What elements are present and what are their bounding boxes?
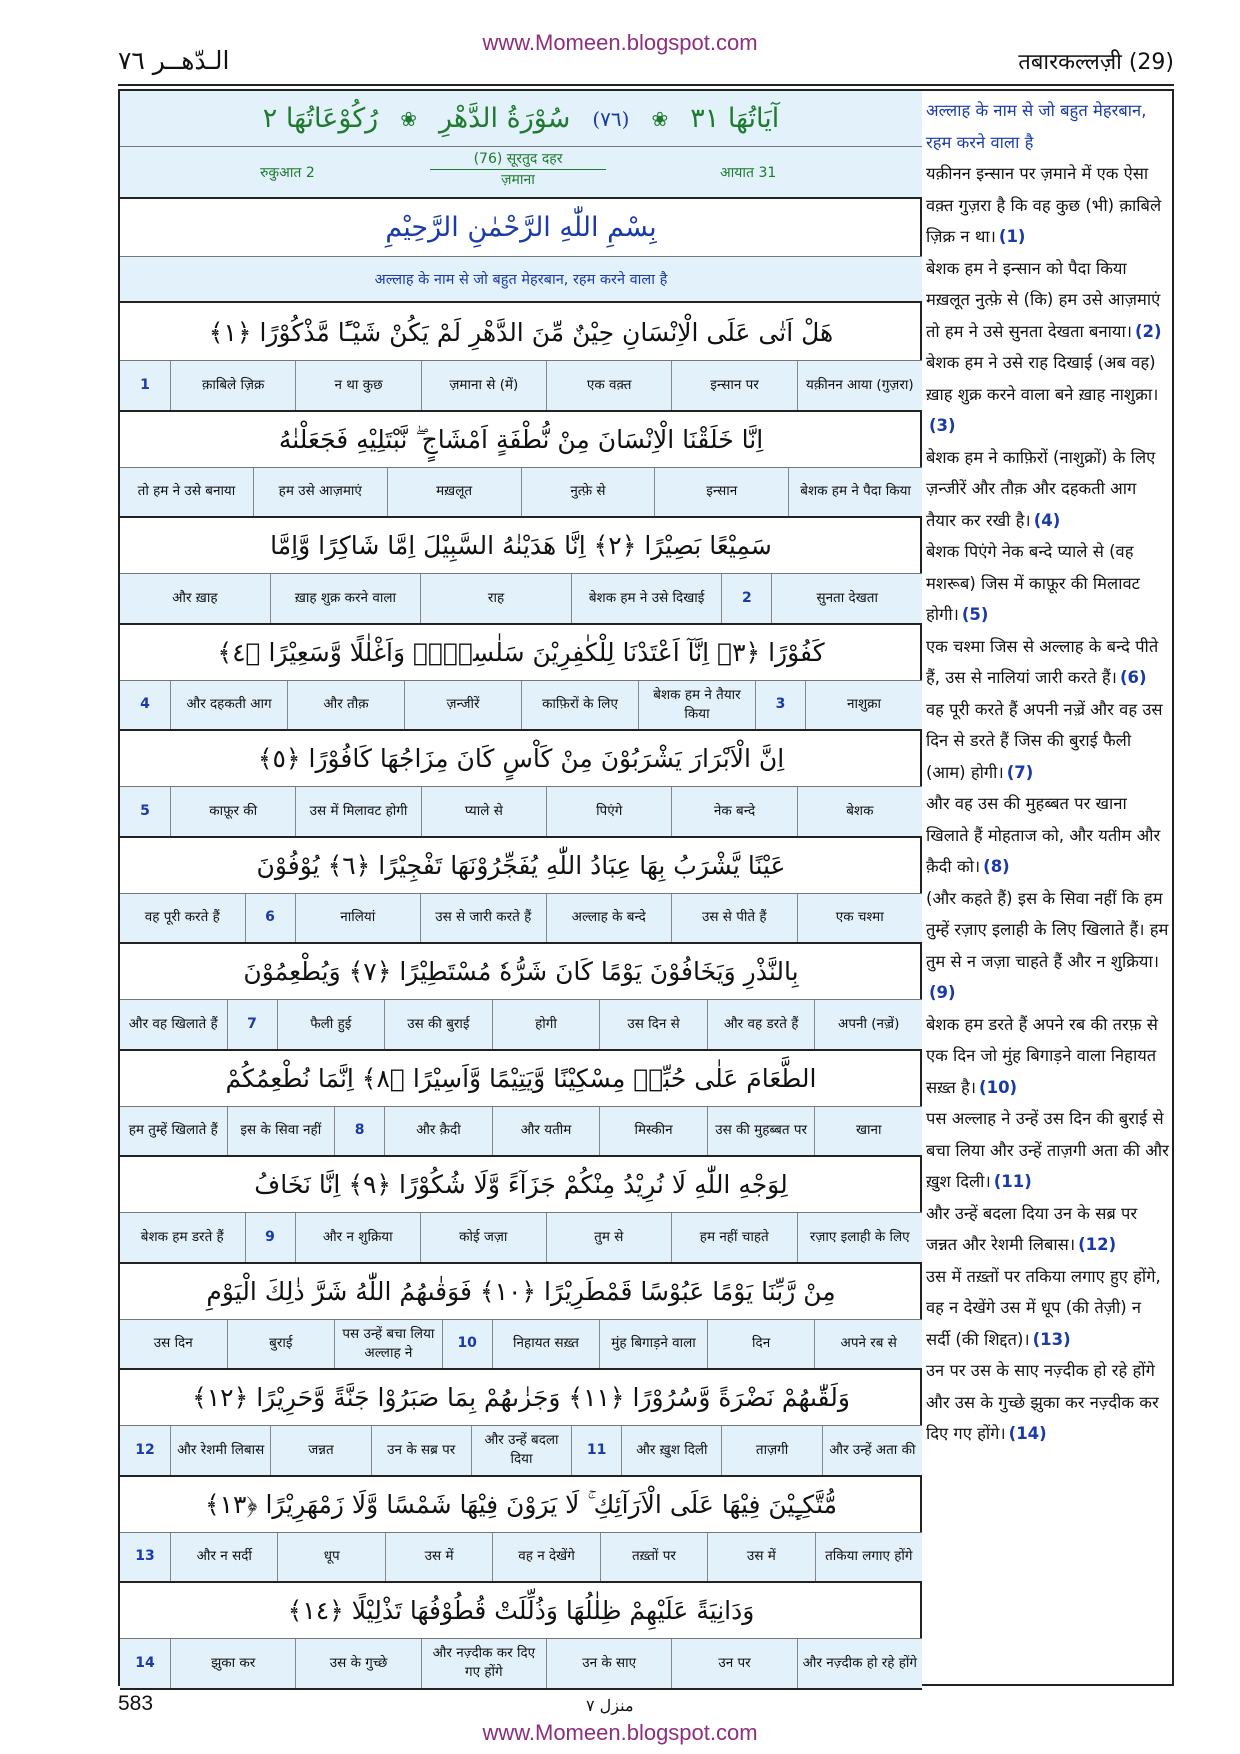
word-meaning-cell: और ख़ुश दिली [621,1426,721,1475]
surah-name-hindi-line1: (76) सूरतुद दहर [430,149,606,170]
word-meaning-cell: मख़लूत [387,468,521,517]
side-verse-text: बेशक हम ने इन्सान को पैदा किया मख़लूत नुत्फ़े से (कि) हम उसे आज़माएं तो हम ने उसे सुनता देखता बनाया। [926,258,1161,341]
word-meaning-cell: उस से पीते हैं [671,894,797,943]
side-verse-number: (11) [993,1172,1032,1191]
word-meaning-cell: धूप [277,1533,384,1582]
word-meaning-cell: उस की मुहब्बत पर [707,1107,815,1156]
side-verse-text: पस अल्लाह ने उन्हें उस दिन की बुराई से बचा लिया और उन्हें ताज़गी अता की और ख़ुश दिली। [926,1109,1169,1191]
side-verse-translation [926,158,1170,253]
side-verse-number: (4) [1033,510,1061,530]
word-gloss-row [120,681,922,732]
verse-number-cell: 1 [140,376,150,393]
word-meaning-cell: नुत्फ़े से [521,468,655,517]
word-meaning-cell: उन के साए [546,1639,671,1688]
word-meaning-cell: सुनता देखता [771,574,922,623]
ruku-count-arabic: رُكُوْعَاتُهَا ٢ [262,103,379,134]
arabic-verse-line: لِوَجْهِ اللّٰهِ لَا نُرِيْدُ مِنْكُمْ جَزَآءً وَّلَا شُكُوْرًا ﴿٩﴾ اِنَّا نَخَافُ [120,1157,922,1213]
side-verse-text: वह पूरी करते हैं अपनी नज़्रें और वह उस दिन से डरते हैं जिस की बुराई फैली (आम) होगी। [926,699,1163,782]
side-verse-translation [926,1009,1170,1104]
verse-number-cell: 6 [245,894,295,943]
word-meaning-cell: राह [420,574,571,623]
word-meaning-cell: नाशुक्रा [805,681,922,730]
word-meaning-cell: क़ाबिले ज़िक्र [170,361,295,410]
word-meaning-cell: प्याले से [421,787,546,836]
word-gloss-row [120,468,922,519]
word-meaning-cell: हम तुम्हें खिलाते हैं [128,1122,218,1139]
manzil-label: منزل ٧ [586,1696,634,1715]
word-meaning-cell: और नज़्दीक हो रहे होंगे [797,1639,922,1688]
word-meaning-cell: उन के सब्र पर [371,1426,471,1475]
word-meaning-cell: ख़ाह शुक्र करने वाला [270,574,421,623]
word-meaning-cell: और उन्हें बदला दिया [471,1426,571,1475]
arabic-verse-line: الطَّعَامَ عَلٰى حُبِّهٖ مِسْكِيْنًا وَّيَتِيْمًا وَّاَسِيْرًا ﴿٨﴾ اِنَّمَا نُطْعِمُكُمْ [120,1051,922,1107]
word-meaning-cell: काफ़िरों के लिए [521,681,638,730]
para-header-hindi: तबारकल्लज़ी (29) [1018,50,1174,75]
side-verse-translation [926,1198,1170,1261]
word-gloss-row [120,1107,922,1158]
flower-icon: ❀ [651,106,669,131]
word-gloss-row [120,361,922,412]
header-rule [118,84,1174,86]
surah-title-bar [120,91,922,147]
word-meaning-cell: खाना [814,1107,922,1156]
side-verse-text: बेशक हम डरते हैं अपने रब की तरफ़ से एक दिन जो मुंह बिगाड़ने वाला निहायत सख़्त है। [926,1014,1158,1097]
side-verse-translation [926,631,1170,694]
side-verses [926,158,1170,1450]
side-verse-number: (14) [1008,1424,1047,1443]
word-gloss-row [120,894,922,945]
verse-number-cell: 11 [571,1426,621,1475]
page-frame [118,89,1174,1686]
word-meaning-cell: हम नहीं चाहते [671,1213,797,1262]
word-gloss-row [120,1000,922,1051]
word-meaning-cell: उस में मिलावट होगी [295,787,420,836]
verse-number-cell: 4 [140,696,150,713]
arabic-verse-line: مُّتَّكِـِٕيْنَ فِيْهَا عَلَى الْاَرَآئِكِ ۚ لَا يَرَوْنَ فِيْهَا شَمْسًا وَّلَا زَمْهَرِيْرًا ﴿١٣﴾ [120,1477,922,1533]
word-meaning-cell: बेशक हम ने उसे दिखाई [571,574,722,623]
arabic-verse-line: هَلْ اَتٰى عَلَى الْاِنْسَانِ حِيْنٌ مِّنَ الدَّهْرِ لَمْ يَكُنْ شَيْـًٔا مَّذْكُوْرًا ﴿١﴾ [120,305,922,361]
word-meaning-cell: इस के सिवा नहीं [227,1107,335,1156]
side-opening: अल्लाह के नाम से जो बहुत मेहरबान, रहम करने वाला है [926,101,1147,152]
arabic-verse-line: وَدَانِيَةً عَلَيْهِمْ ظِلٰلُهَا وَذُلِّلَتْ قُطُوْفُهَا تَذْلِيْلًا ﴿١٤﴾ [120,1583,922,1639]
word-meaning-cell: अल्लाह के बन्दे [546,894,672,943]
side-verse-translation [926,347,1170,442]
surah-name-hindi [430,149,606,190]
word-meaning-cell: ज़न्जीरें [404,681,521,730]
word-meaning-cell: और उन्हें अता की [822,1426,922,1475]
side-verse-text: यक़ीनन इन्सान पर ज़माने में एक ऐसा वक़्त गुज़रा है कि वह कुछ (भी) क़ाबिले ज़िक्र न था। [926,164,1162,246]
word-meaning-cell: और रेशमी लिबास [170,1426,270,1475]
surah-name-hindi-line2: ज़माना [501,172,535,188]
word-meaning-cell: उस के गुच्छे [295,1639,420,1688]
word-gloss-row [120,574,922,625]
surah-info-bar [120,147,922,199]
word-meaning-cell: काफ़ूर की [170,787,295,836]
verse-number-cell: 12 [135,1441,155,1458]
ayat-count-arabic: آيَاتُهَا ٣١ [690,103,780,134]
word-meaning-cell: फैली हुई [277,1000,385,1049]
word-meaning-cell: वह पूरी करते हैं [144,909,220,926]
side-verse-number: (13) [1032,1329,1071,1349]
word-meaning-cell: तुम से [546,1213,672,1262]
word-meaning-cell: और न सर्दी [170,1533,277,1582]
flower-icon: ❀ [400,106,417,131]
word-meaning-cell: पिएंगे [546,787,671,836]
side-verse-translation [926,253,1170,348]
word-meaning-cell: ज़माना से (में) [421,361,546,410]
word-gloss-row [120,1426,922,1477]
side-verse-text: उन पर उस के साए नज़्दीक हो रहे होंगे और उस के गुच्छे झुका कर नज़्दीक कर दिए गए होंगे। [926,1361,1159,1443]
side-verse-translation [926,1355,1170,1450]
verse-number-cell: 8 [334,1107,384,1156]
word-meaning-cell: रज़ाए इलाही के लिए [797,1213,923,1262]
word-meaning-cell: पस उन्हें बचा लिया अल्लाह ने [334,1320,442,1369]
side-verse-number: (12) [1078,1235,1117,1254]
word-meaning-cell: इन्सान पर [671,361,796,410]
word-meaning-cell: होगी [492,1000,600,1049]
word-meaning-cell: बेशक [797,787,922,836]
verse-number-cell: 14 [135,1654,155,1671]
word-meaning-cell: उस दिन से [599,1000,707,1049]
word-meaning-cell: जन्नत [270,1426,370,1475]
side-verse-number: (10) [979,1077,1018,1097]
word-gloss-row [120,1320,922,1371]
verse-number-cell: 13 [135,1548,155,1565]
arabic-verse-line: سَمِيْعًا بَصِيْرًا ﴿٢﴾ اِنَّا هَدَيْنٰهُ السَّبِيْلَ اِمَّا شَاكِرًا وَّاِمَّا [120,518,922,574]
word-meaning-cell: और यतीम [492,1107,600,1156]
verse-number-cell: 9 [245,1213,295,1262]
bismillah-translation: अल्लाह के नाम से जो बहुत मेहरबान, रहम करने वाला है [120,257,922,303]
side-verse-translation [926,694,1170,789]
side-verse-translation [926,1103,1170,1198]
side-verse-translation [926,536,1170,631]
page-number: 583 [118,1692,154,1715]
side-verse-text: बेशक पिएंगे नेक बन्दे प्याले से (वह मशरूब) जिस में काफ़ूर की मिलावट होगी। [926,542,1140,624]
verse-number-cell: 7 [227,1000,277,1049]
arabic-verse-line: كَفُوْرًا ﴿٣﴾ اِنَّآ اَعْتَدْنَا لِلْكٰفِرِيْنَ سَلٰسِلَا۟ وَاَغْلٰلًا وَّسَعِيْرًا ﴿٤﴾ [120,625,922,681]
side-verse-translation [926,788,1170,883]
side-verse-number: (2) [1135,321,1162,341]
word-meaning-cell: मिस्कीन [599,1107,707,1156]
word-meaning-cell: इन्सान [654,468,788,517]
bismillah-arabic: بِسْمِ اللّٰهِ الرَّحْمٰنِ الرَّحِيْمِ [120,199,922,257]
word-meaning-cell: और दहकती आग [170,681,287,730]
word-meaning-cell: और ख़ाह [172,589,218,606]
quran-text-column [120,91,922,1684]
verse-number-cell: 5 [140,802,150,819]
word-meaning-cell: बुराई [227,1320,335,1369]
word-meaning-cell: तख़्तों पर [600,1533,707,1582]
word-meaning-cell: बेशक हम ने पैदा किया [788,468,922,517]
side-verse-text: और वह उस की मुहब्बत पर खाना खिलाते हैं मोहताज को, और यतीम और क़ैदी को। [926,794,1161,876]
site-url-top: www.Momeen.blogspot.com [482,30,758,55]
side-verse-text: बेशक हम ने उसे राह दिखाई (अब वह) ख़ाह शुक्र करने वाला बने ख़ाह नाशुक्रा। [926,353,1159,404]
word-gloss-row [120,787,922,838]
ayat-count-hindi: आयात 31 [720,165,777,181]
verse-number-cell: 10 [442,1320,492,1369]
side-verse-text: और उन्हें बदला दिया उन के सब्र पर जन्नत और रेशमी लिबास। [926,1203,1138,1254]
word-meaning-cell: उस की बुराई [384,1000,492,1049]
arabic-verse-line: عَيْنًا يَّشْرَبُ بِهَا عِبَادُ اللّٰهِ يُفَجِّرُوْنَهَا تَفْجِيْرًا ﴿٦﴾ يُوْفُوْنَ [120,838,922,894]
side-verse-number: (1) [998,227,1026,246]
verse-number-cell: 3 [755,681,805,730]
surah-header-arabic: الـدّهــر ٧٦ [118,46,230,75]
side-verse-number: (5) [961,605,989,624]
word-meaning-cell: उस से जारी करते हैं [420,894,546,943]
word-meaning-cell: और वह डरते हैं [707,1000,815,1049]
word-meaning-cell: उस दिन [153,1335,193,1352]
site-url-bottom: www.Momeen.blogspot.com [482,1720,758,1745]
word-meaning-cell: मुंह बिगाड़ने वाला [599,1320,707,1369]
word-meaning-cell: और नज़्दीक कर दिए गए होंगे [421,1639,546,1688]
arabic-verse-line: مِنْ رَّبِّنَا يَوْمًا عَبُوْسًا قَمْطَرِيْرًا ﴿١٠﴾ فَوَقٰىهُمُ اللّٰهُ شَرَّ ذٰلِكَ الْيَوْمِ [120,1264,922,1320]
word-meaning-cell: एक चश्मा [797,894,923,943]
word-meaning-cell: दिन [707,1320,815,1369]
word-meaning-cell: तो हम ने उसे बनाया [137,483,236,500]
side-verse-number: (6) [1119,668,1147,687]
word-meaning-cell: और न शुक्रिया [295,1213,421,1262]
word-meaning-cell: और तौक़ [287,681,404,730]
ruku-count-hindi: रुकुआत 2 [260,165,315,181]
arabic-verse-line: وَلَقّٰىهُمْ نَضْرَةً وَّسُرُوْرًا ﴿١١﴾ وَجَزٰىهُمْ بِمَا صَبَرُوْا جَنَّةً وَّحَرِيْرًا ﴿١٢﴾ [120,1370,922,1426]
side-verse-translation [926,883,1170,1009]
arabic-verse-line: اِنَّا خَلَقْنَا الْاِنْسَانَ مِنْ نُّطْفَةٍ اَمْشَاجٍ ۖ نَّبْتَلِيْهِ فَجَعَلْنٰهُ [120,412,922,468]
side-verse-number: (3) [929,416,956,435]
word-gloss-row [120,1533,922,1584]
word-gloss-row [120,1639,922,1690]
side-verse-number: (7) [1006,762,1034,782]
verse-number-cell: 2 [721,574,771,623]
word-meaning-cell: बेशक हम ने तैयार किया [638,681,755,730]
word-meaning-cell: कोई जज़ा [420,1213,546,1262]
word-meaning-cell: उस में [385,1533,492,1582]
word-meaning-cell: वह न देखेंगे [492,1533,599,1582]
word-meaning-cell: निहायत सख़्त [492,1320,600,1369]
word-meaning-cell: एक वक़्त [546,361,671,410]
word-meaning-cell: अपने रब से [814,1320,922,1369]
word-meaning-cell: न था कुछ [295,361,420,410]
arabic-verse-line: بِالنَّذْرِ وَيَخَافُوْنَ يَوْمًا كَانَ شَرُّهٗ مُسْتَطِيْرًا ﴿٧﴾ وَيُطْعِمُوْنَ [120,944,922,1000]
word-gloss-row [120,1213,922,1264]
word-meaning-cell: उन पर [671,1639,796,1688]
word-meaning-cell: उस में [707,1533,814,1582]
side-verse-number: (8) [983,857,1010,876]
word-meaning-cell: तकिया लगाए होंगे [815,1533,922,1582]
surah-number-arabic: (٧٦) [592,106,630,131]
side-verse-text: (और कहते हैं) इस के सिवा नहीं कि हम तुम्हें रज़ाए इलाही के लिए खिलाते हैं। हम तुम से न जज़ा चाहते हैं और न शुक्रिया। [926,888,1169,971]
side-verse-text: उस में तख़्तों पर तकिया लगाए हुए होंगे, वह न देखेंगे उस में धूप (की तेज़ी) न सर्दी (की शिद्दत)। [926,1266,1161,1349]
word-meaning-cell: हम उसे आज़माएं [253,468,387,517]
side-translation [926,95,1170,1450]
side-verse-translation [926,1261,1170,1356]
side-verse-text: बेशक हम ने काफ़िरों (नाशुक्रों) के लिए ज़न्जीरें और तौक़ और दहकती आग तैयार कर रखी है। [926,447,1156,530]
word-meaning-cell: नेक बन्दे [671,787,796,836]
arabic-verse-line: اِنَّ الْاَبْرَارَ يَشْرَبُوْنَ مِنْ كَاْسٍ كَانَ مِزَاجُهَا كَافُوْرًا ﴿٥﴾ [120,731,922,787]
word-meaning-cell: बेशक हम डरते हैं [140,1228,224,1245]
word-meaning-cell: और वह खिलाते हैं [128,1015,218,1032]
word-meaning-cell: अपनी (नज़्रें) [814,1000,922,1049]
side-verse-translation [926,442,1170,537]
word-meaning-cell: और क़ैदी [384,1107,492,1156]
word-meaning-cell: झुका कर [170,1639,295,1688]
side-verse-number: (9) [929,983,956,1002]
word-meaning-cell: ताज़गी [721,1426,821,1475]
surah-name-arabic: سُوْرَةُ الدَّهْرِ [438,103,571,134]
side-verse-text: एक चश्मा जिस से अल्लाह के बन्दे पीते हैं, उस से नालियां जारी करते हैं। [926,636,1159,687]
word-meaning-cell: यक़ीनन आया (गुज़रा) [797,361,922,410]
word-meaning-cell: नालियां [295,894,421,943]
